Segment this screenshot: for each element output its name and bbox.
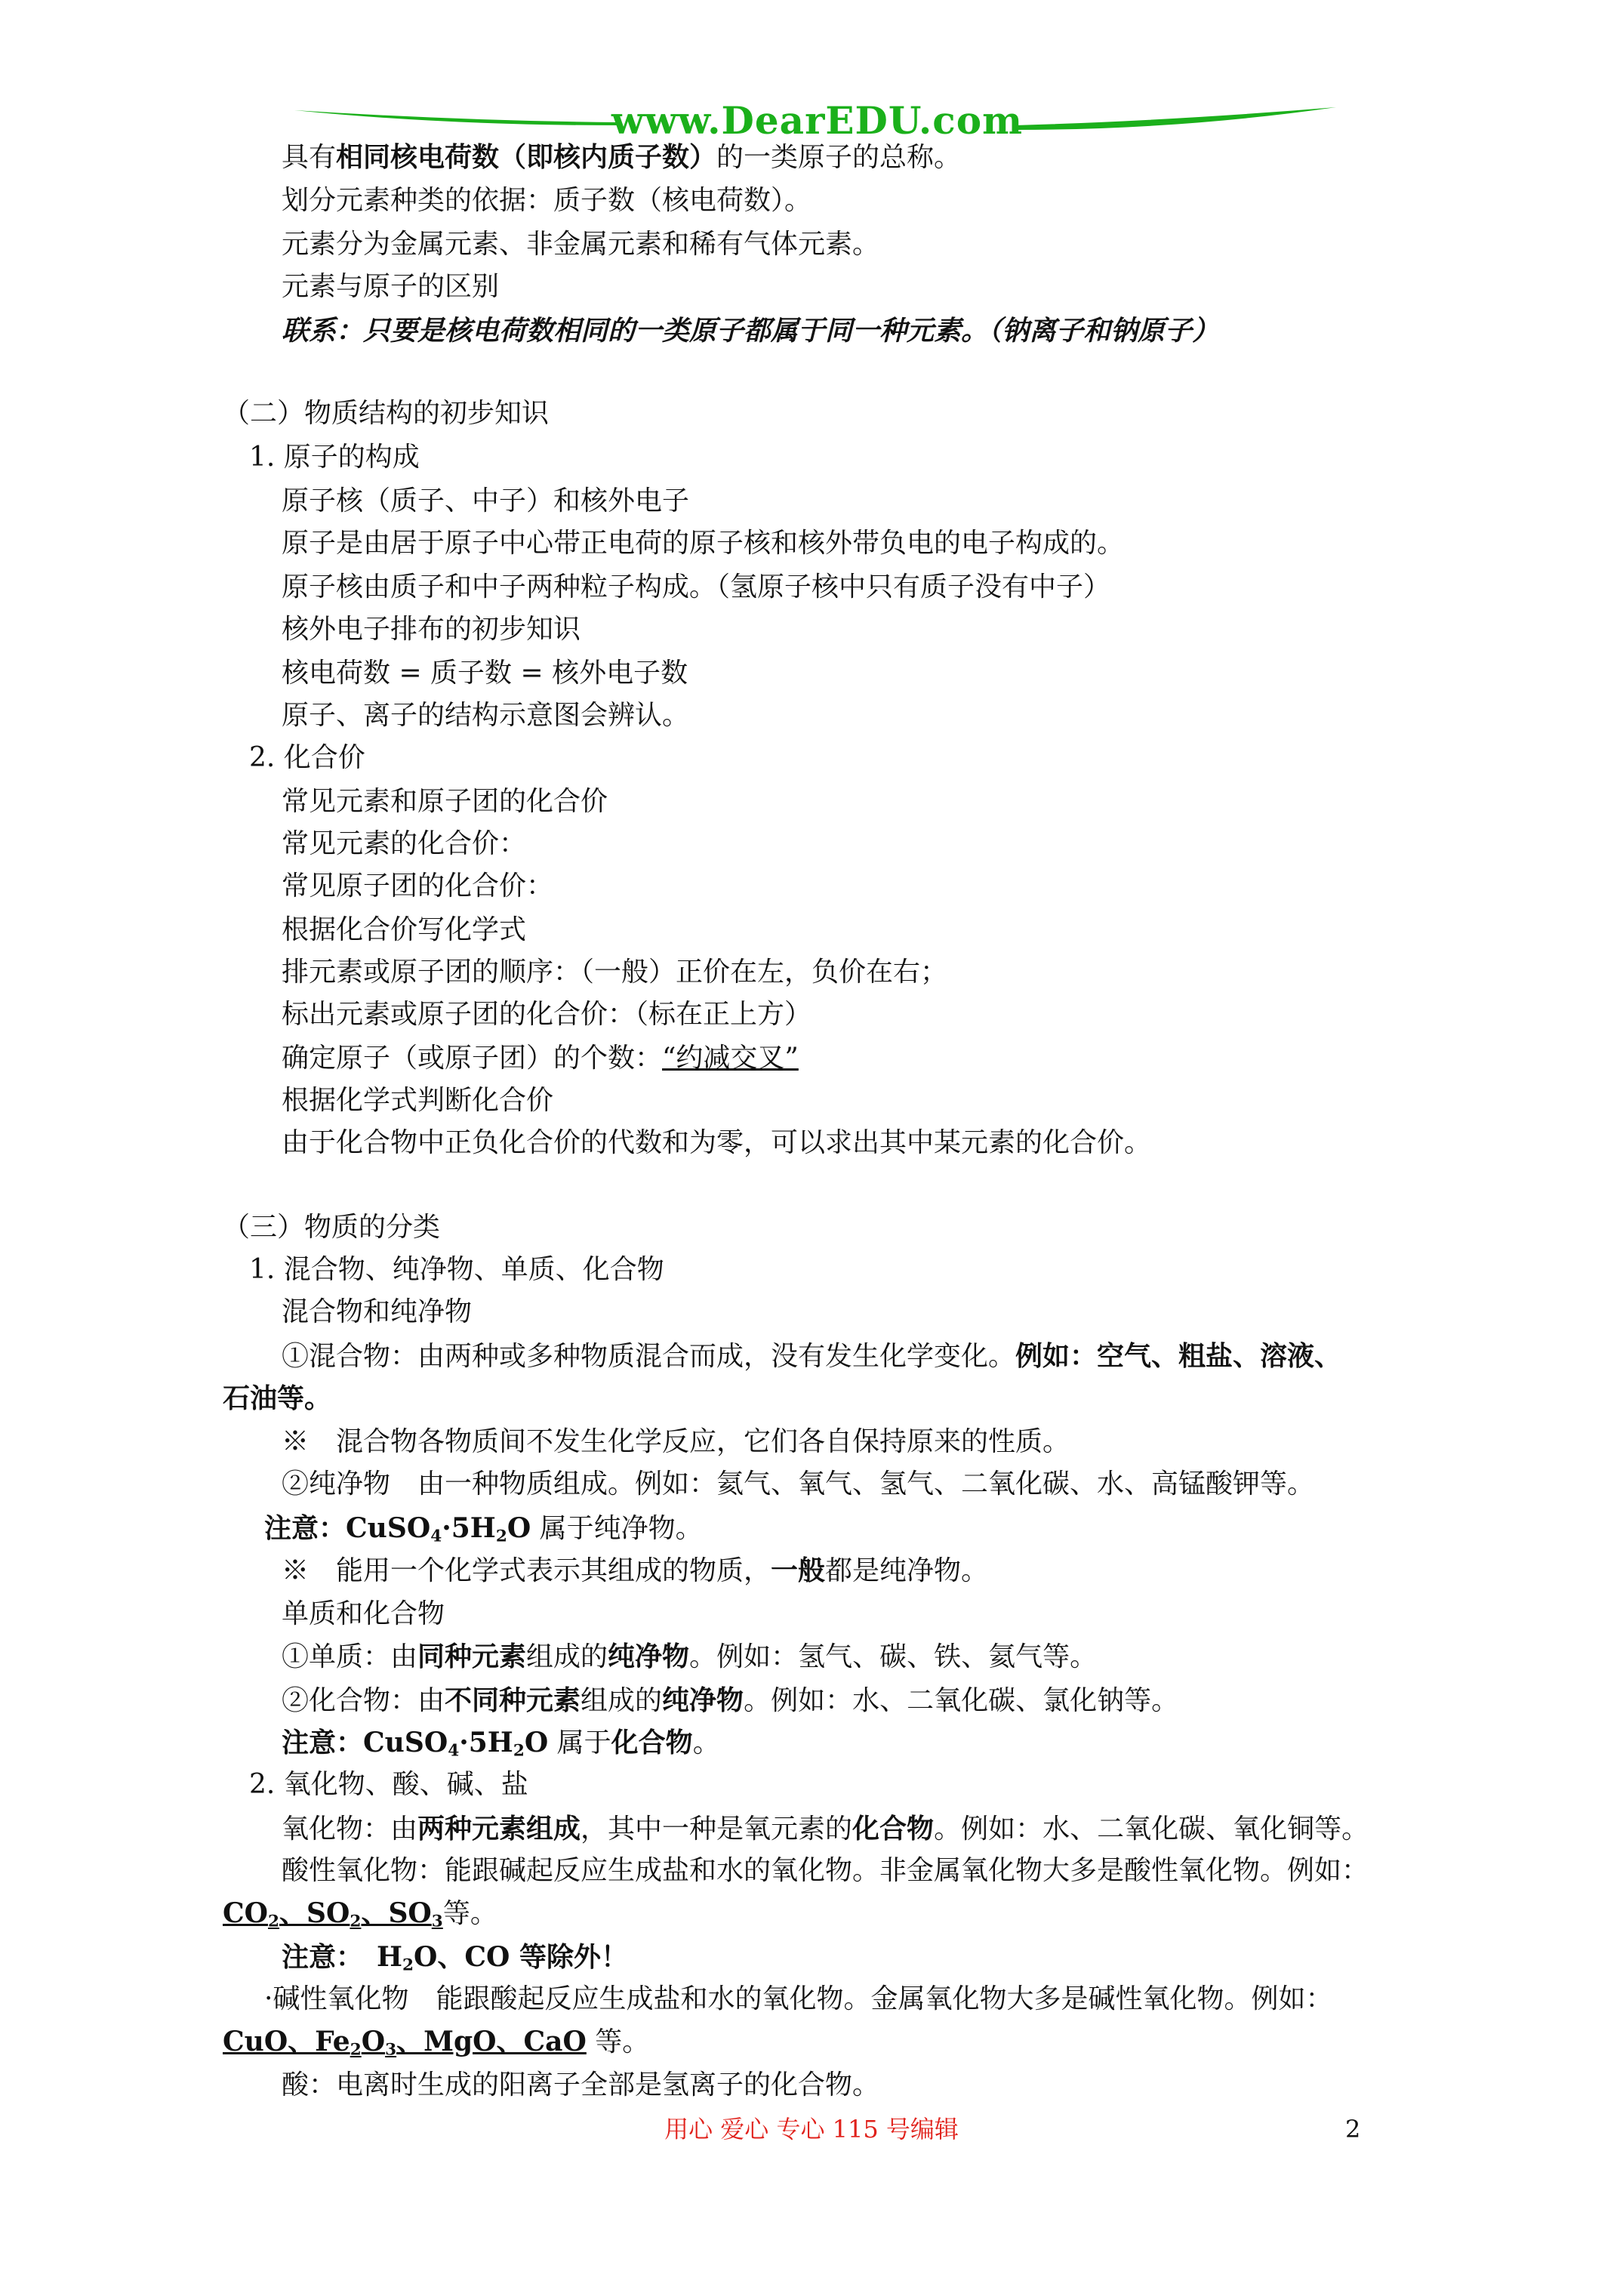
text-segment: 酸性氧化物：能跟碱起反应生成盐和水的氧化物。非金属氧化物大多是酸性氧化物。例如： (282, 1855, 1369, 1886)
text-line (282, 1040, 799, 1077)
text-line (282, 1853, 1369, 1889)
text-segment: CuO、Fe (223, 2026, 350, 2057)
text-segment: 具有 (282, 142, 337, 173)
text-segment: 同种元素 (417, 1641, 527, 1672)
section-heading (223, 1210, 440, 1246)
text-line (282, 655, 688, 692)
text-line (282, 1638, 1097, 1675)
text-segment: ①单质：由 (282, 1641, 418, 1672)
text-segment: 常见原子团的化合价： (282, 871, 554, 901)
text-segment: 注意： H (282, 1941, 403, 1973)
text-segment: ，其中一种是氧元素的 (581, 1814, 853, 1845)
text-line (282, 997, 812, 1033)
text-segment: ·碱性氧化物 能跟酸起反应生成盐和水的氧化物。金属氧化物大多是碱性氧化物。例如： (264, 1983, 1333, 2014)
text-segment: 氧化物：由 (282, 1814, 418, 1845)
text-segment: 、SO (279, 1897, 350, 1929)
text-segment: ②纯净物 由一种物质组成。例如：氦气、氧气、氢气、二氧化碳、水、高锰酸钾等。 (282, 1469, 1315, 1499)
text-line (223, 1380, 331, 1417)
text-segment: 注意：CuSO (282, 1727, 448, 1758)
page-header (294, 100, 1336, 142)
text-line (282, 569, 1110, 606)
text-segment: O、CO 等除外！ (414, 1941, 628, 1973)
text-line (282, 1682, 1178, 1719)
text-segment: 组成的 (581, 1685, 663, 1716)
text-line (282, 1338, 1341, 1375)
text-segment: ·5H (442, 1512, 496, 1544)
text-line (282, 1596, 445, 1632)
text-segment: 都是纯净物。 (825, 1555, 989, 1586)
text-segment: 根据化合价写化学式 (282, 914, 527, 945)
subscript: 2 (350, 1912, 362, 1931)
text-segment: 元素与原子的区别 (282, 271, 500, 302)
note-line (282, 1939, 628, 1983)
text-line (282, 1294, 472, 1330)
text-segment: 原子核（质子、中子）和核外电子 (282, 485, 690, 516)
text-segment: “约减交叉” (662, 1043, 799, 1074)
text-line (282, 1552, 988, 1589)
subscript: 2 (350, 2040, 362, 2060)
text-segment: 石油等。 (223, 1382, 332, 1414)
text-segment: 由于化合物中正负化合价的代数和为零，可以求出其中某元素的化合价。 (282, 1127, 1152, 1158)
text-segment: （三）物质的分类 (223, 1212, 441, 1243)
subscript: 3 (431, 1912, 443, 1931)
text-line (282, 1424, 1070, 1460)
text-line (282, 269, 499, 305)
text-line (282, 868, 553, 905)
text-segment: 1. 原子的构成 (249, 442, 420, 473)
text-line (282, 139, 961, 176)
text-line (282, 612, 581, 648)
text-line (282, 1811, 1369, 1848)
text-line (282, 183, 812, 219)
text-segment: 2. 氧化物、酸、碱、盐 (249, 1769, 528, 1800)
text-segment: 。例如：水、二氧化碳、氧化铜等。 (934, 1814, 1369, 1845)
subscript: 2 (495, 1527, 507, 1546)
text-segment: 。例如：水、二氧化碳、氯化钠等。 (744, 1685, 1179, 1716)
text-segment: O (507, 1512, 531, 1544)
subsection-heading (249, 740, 365, 776)
text-segment: 常见元素的化合价： (282, 828, 527, 859)
subscript: 2 (513, 1741, 525, 1761)
text-segment: 一般 (771, 1555, 826, 1586)
text-segment: 确定原子（或原子团）的个数： (282, 1043, 663, 1074)
text-segment: 2. 化合价 (249, 742, 365, 773)
text-segment: 、MgO、CaO (396, 2026, 587, 2057)
text-line (223, 2023, 649, 2068)
text-line (282, 525, 1124, 562)
text-segment: 排元素或原子团的顺序：（一般）正价在左，负价在右； (282, 957, 948, 988)
text-segment: O (361, 2026, 386, 2057)
text-line (282, 1125, 1151, 1161)
text-segment: 不同种元素 (445, 1684, 581, 1716)
subsection-heading (249, 439, 420, 476)
text-segment: 、SO (361, 1897, 432, 1929)
page-number: 2 (1345, 2115, 1361, 2143)
subscript: 2 (268, 1912, 280, 1931)
text-segment: 组成的 (526, 1641, 608, 1672)
text-segment: 原子、离子的结构示意图会辨认。 (282, 700, 690, 731)
text-segment: 原子核由质子和中子两种粒子构成。（氢原子核中只有质子没有中子） (282, 572, 1111, 603)
text-line (264, 1981, 1332, 2017)
subscript: 2 (402, 1955, 414, 1975)
text-segment: 相同核电荷数（即核内质子数） (336, 141, 717, 173)
site-url[interactable]: www.DearEDU.com (611, 98, 1024, 143)
text-line (282, 483, 689, 519)
text-segment: 酸：电离时生成的阳离子全部是氢离子的化合物。 (282, 2069, 880, 2100)
text-segment: 化合物 (611, 1727, 693, 1758)
text-segment: 单质和化合物 (282, 1598, 445, 1629)
text-segment: 联系：只要是核电荷数相同的一类原子都属于同一种元素。（钠离子和钠原子） (282, 315, 1220, 347)
section-heading (223, 396, 549, 432)
text-segment: 等。 (586, 2026, 650, 2057)
text-segment: 原子是由居于原子中心带正电荷的原子核和核外带负电的电子构成的。 (282, 528, 1125, 559)
text-segment: 核外电子排布的初步知识 (282, 614, 581, 645)
note-line (264, 1510, 703, 1555)
text-segment: ·5H (459, 1727, 513, 1758)
text-segment: 纯净物 (662, 1684, 744, 1716)
text-segment: 1. 混合物、纯净物、单质、化合物 (249, 1254, 664, 1285)
text-line (282, 954, 947, 991)
text-segment: （二）物质结构的初步知识 (223, 398, 550, 429)
note-line (282, 1724, 720, 1769)
text-segment: 根据化学式判断化合价 (282, 1085, 554, 1116)
text-segment: 标出元素或原子团的化合价：（标在正上方） (282, 999, 812, 1030)
text-segment: 属于纯净物。 (531, 1513, 703, 1544)
page-footer: 用心 爱心 专心 115 号编辑 (664, 2115, 959, 2143)
subscript: 4 (448, 1741, 460, 1761)
text-line (282, 912, 526, 948)
text-segment: CO (223, 1897, 269, 1929)
text-segment: ※ 混合物各物质间不发生化学反应，它们各自保持原来的性质。 (282, 1426, 1070, 1457)
text-segment: 等。 (442, 1898, 497, 1929)
text-line (282, 1466, 1314, 1502)
text-segment: ②化合物：由 (282, 1685, 445, 1716)
text-segment: 化合物 (852, 1813, 935, 1845)
text-segment: 纯净物 (608, 1641, 690, 1672)
text-segment: 。例如：氢气、碳、铁、氦气等。 (689, 1641, 1098, 1672)
text-segment: 的一类原子的总称。 (716, 142, 962, 173)
text-segment: ①混合物：由两种或多种物质混合而成，没有发生化学变化。 (282, 1341, 1016, 1372)
text-line (282, 784, 608, 820)
text-line (282, 313, 1219, 350)
text-segment: 核电荷数 = 质子数 = 核外电子数 (282, 658, 688, 689)
text-segment: 注意：CuSO (264, 1512, 431, 1544)
text-segment: 混合物和纯净物 (282, 1296, 473, 1327)
text-segment: 例如：空气、粗盐、溶液、 (1015, 1340, 1342, 1372)
text-segment: 元素分为金属元素、非金属元素和稀有气体元素。 (282, 229, 880, 260)
text-line (282, 1083, 553, 1119)
text-segment: ※ 能用一个化学式表示其组成的物质， (282, 1555, 771, 1586)
subsection-heading (249, 1767, 528, 1803)
subscript: 4 (430, 1527, 442, 1546)
subsection-heading (249, 1252, 664, 1288)
text-segment: 划分元素种类的依据：质子数（核电荷数）。 (282, 185, 812, 216)
subscript: 3 (385, 2040, 397, 2060)
text-segment: 两种元素组成 (417, 1813, 581, 1845)
text-line (282, 2067, 879, 2103)
text-line (282, 698, 689, 734)
text-line (282, 227, 879, 263)
text-segment: O (524, 1727, 549, 1758)
text-segment: 。 (692, 1727, 720, 1758)
text-segment: 属于 (548, 1727, 611, 1758)
text-line (282, 826, 526, 862)
text-segment: 常见元素和原子团的化合价 (282, 786, 608, 817)
text-line (223, 1895, 497, 1940)
